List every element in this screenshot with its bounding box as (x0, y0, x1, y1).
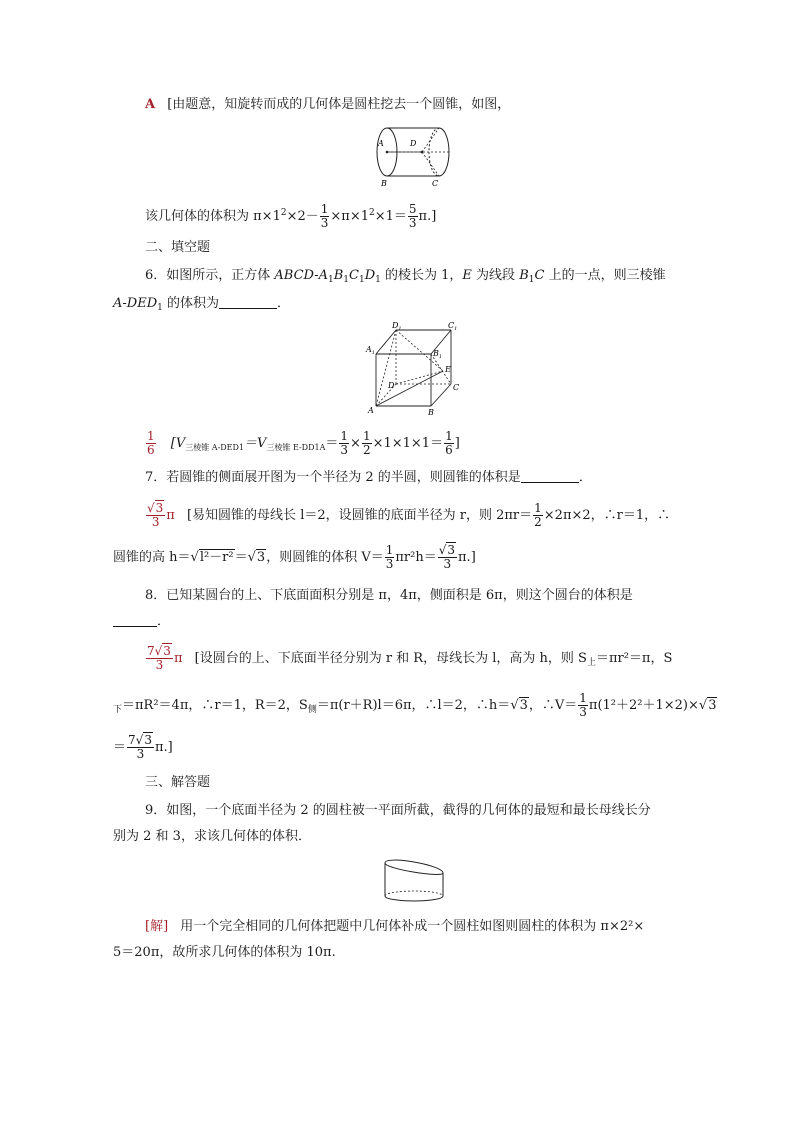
q6-sub-c1: 1 (358, 275, 365, 285)
q6-answer-line (145, 430, 460, 458)
q6-l1-mid2: 为线段 (471, 268, 520, 283)
q6-l1-mid: 的棱长为 1， (380, 268, 463, 283)
q6-l1-pre: 6．如图所示，正方体 (145, 268, 275, 283)
q8-sol2-rad: 3 (519, 698, 528, 713)
q7-fv-den: 3 (385, 557, 394, 571)
q6-fig-c: C (453, 383, 460, 392)
q7-sol1b: ×2π×2，∴r＝1，∴ (543, 508, 671, 523)
q8-fv-num: 1 (579, 691, 587, 705)
q6-sol-sub2-one: 1 (314, 443, 320, 452)
q6-e: E (462, 268, 472, 283)
q9-line-1: 9．如图，一个底面半径为 2 的圆柱被一平面所截，截得的几何体的最短和最长母线长分 (145, 803, 651, 818)
q7-sol2-rad2: 3 (256, 550, 266, 565)
q6-fc-num: 1 (445, 429, 453, 443)
q5-f2-num: 5 (408, 202, 417, 216)
q5-vol-mid2: ×π×1 (330, 209, 369, 224)
q6-fb-den: 2 (362, 443, 371, 457)
q6-l2-end: 的体积为 (162, 296, 219, 311)
q6-fig-b: B (428, 408, 434, 417)
q7-sol2-mid2: ，则圆锥的体积 V＝ (266, 550, 384, 565)
q5-vol-mid3: ×1＝ (374, 209, 407, 224)
q7-frac-v (385, 544, 395, 571)
q5-f2-den: 3 (408, 216, 417, 230)
q6-ans-den: 6 (147, 443, 155, 457)
q5-sq-2: 2 (369, 208, 375, 218)
q8-sol2-rad2: 3 (708, 698, 717, 713)
q8-period: ． (157, 614, 171, 629)
q6-fig-d: D (388, 381, 395, 390)
q8-sol2b: ＝π(r＋R)l＝6π，∴l＝2，∴h＝ (316, 698, 511, 713)
q7-sol2-rad: l²－r² (199, 550, 234, 565)
q7-fr-den: 3 (443, 557, 452, 571)
q6-frac-c (444, 430, 454, 457)
q7-sol2-pre: 圆锥的高 h＝ (113, 550, 191, 565)
q6-figure (365, 322, 465, 418)
q6-period: ． (277, 296, 291, 311)
q6-answer-blank (219, 294, 277, 309)
q5-sq-1: 2 (280, 208, 287, 218)
q6-fig-a1: $A_1$ (366, 345, 375, 356)
q8-frac-v (578, 692, 588, 719)
q8-sol1b: ＝πr²＝π，S (595, 651, 673, 666)
q8-sol1: [设圆台的上、下底面半径分别为 r 和 R，母线长为 l，高为 h，则 S (194, 651, 587, 666)
q6-ans-num: 1 (147, 429, 155, 443)
q6-sol-eq1: ＝V (244, 436, 267, 451)
q7-f-den: 2 (534, 515, 542, 529)
q6-answer (146, 430, 156, 457)
q6-sol-mid: ×1×1×1＝ (372, 436, 444, 451)
q5-vol-end: π.] (418, 209, 437, 224)
q8-sub-bot: 下 (113, 705, 123, 715)
q8-sol3-end: π.] (154, 740, 173, 755)
q7-sol2-mid: ＝ (234, 550, 248, 565)
q7-answer-blank (521, 468, 579, 483)
q6-fig-e: E (445, 365, 451, 374)
q7-frac (533, 502, 543, 529)
q5-frac-2 (408, 203, 418, 230)
q8-frac-r: $\frac{7√3}{3}$ (128, 733, 152, 761)
q5-fig-label-d: D (410, 139, 417, 148)
q6-frac-a (339, 430, 349, 457)
q7-fv-num: 1 (385, 543, 394, 557)
q6-fig-c1: $C_1$ (448, 322, 458, 332)
q6-sol-open: [V (170, 436, 186, 451)
q6-line-1 (145, 266, 666, 290)
q5-fig-label-c: C (432, 179, 439, 186)
q7-sol2-end: π.] (458, 550, 476, 565)
q5-answer-letter: A (145, 97, 156, 112)
q6-l1-end: 上的一点，则三棱锥 (544, 268, 666, 283)
q6-sub-seg: 1 (528, 275, 535, 285)
q7-f-num: 1 (534, 501, 542, 515)
q8-sol2d: π(1²＋2²＋1×2)× (588, 698, 699, 713)
q7-answer: $\frac{√3}{3}$ (147, 501, 164, 529)
q6-frac-b (362, 430, 372, 457)
q8-sol-line-3 (113, 732, 173, 764)
q7-fr-rad: 3 (447, 543, 456, 557)
q9-sol1: 用一个完全相同的几何体把题中几何体补成一个圆柱如图则圆柱的体积为 π×2²× (180, 919, 645, 934)
q8-fv-den: 3 (579, 705, 587, 719)
q8-ans-den: 3 (155, 658, 164, 672)
q5-answer-text: [由题意，知旋转而成的几何体是圆柱挖去一个圆锥，如图， (167, 97, 511, 112)
q8-ans-pi: π (173, 651, 183, 666)
q7-sol-line-2: 圆锥的高 h＝√l²－r²＝√3，则圆锥的体积 V＝ $\frac{1}{3}$ πr²h＝ $\frac{√3}{3}$ π.] (113, 543, 476, 571)
q5-frac-1 (320, 203, 330, 230)
q6-fig-b1: $B_1$ (433, 349, 443, 360)
q5-figure (368, 124, 460, 186)
q7-frac-r: $\frac{√3}{3}$ (438, 543, 456, 571)
q5-f1-num: 1 (320, 202, 329, 216)
q6-sub-d1: 1 (375, 275, 381, 285)
q6-sol-close: ] (454, 436, 460, 451)
q9-sol-line-2: 5＝20π，故所求几何体的体积为 10π. (113, 945, 336, 960)
q9-sol-line-1 (145, 917, 644, 937)
q6-sol-sub2b: A (319, 443, 326, 452)
q6-c1: C (349, 268, 359, 283)
q6-seg-c: C (534, 268, 545, 283)
q8-sub-top: 上 (586, 658, 596, 668)
q6-cube-name: ABCD-A (274, 268, 328, 283)
q6-sol-sub1-one: 1 (238, 443, 245, 452)
q6-sub-b1: 1 (343, 275, 350, 285)
q7-sol2-mid3: πr²h＝ (395, 550, 437, 565)
q6-fa-den: 3 (340, 443, 349, 457)
q7-ans-rad: 3 (155, 501, 164, 515)
q7-sol-line-1 (145, 500, 670, 532)
q8-sol2c: ，∴V＝ (528, 698, 578, 713)
q6-fc-den: 6 (445, 443, 453, 457)
q7-sol1: [易知圆锥的母线长 l＝2，设圆锥的底面半径为 r，则 2πr＝ (186, 508, 533, 523)
q9-sol-tag: [解] (145, 919, 169, 934)
section-3-title: 三、解答题 (145, 775, 211, 790)
q6-l2-pre: A-DED (113, 296, 158, 311)
q7-ans-pi: π (166, 508, 175, 523)
q8-ans-coef: 7 (147, 644, 155, 658)
q6-fb-num: 1 (362, 429, 371, 443)
q5-fig-label-a: A (378, 139, 384, 148)
q8-answer: $\frac{7√3}{3}$ (147, 644, 171, 672)
q7-period: ． (578, 470, 592, 485)
q8-sol-line-2: $_下$＝πR²＝4π，∴r＝1，R＝2，$S_侧=\pi(r+R)l=6\pi$，∴l＝2，∴h＝√3，∴V＝ $\frac{1}{3}$ π(1²＋2²＋1×2)×√3 (113, 691, 717, 719)
q6-fig-d1: $D_1$ (392, 322, 402, 332)
q6-sol-sub1: 三棱锥 A-DED (185, 443, 239, 452)
q5-vol-mid1: ×2－ (286, 209, 319, 224)
q8-fr-rad: 3 (144, 733, 152, 747)
section-2-title: 二、填空题 (145, 240, 211, 255)
q8-line-1: 8．已知某圆台的上、下底面面积分别是 π，4π，侧面积是 6π，则这个圆台的体积是 (145, 588, 633, 603)
q6-sub-d1b: 1 (157, 303, 163, 313)
q5-vol-pre: 该几何体的体积为 π×1 (145, 209, 281, 224)
q8-sol-line-1 (145, 642, 672, 676)
q7-line-1 (145, 468, 592, 488)
q8-line-2 (113, 612, 170, 632)
q5-answer-line (145, 95, 510, 115)
q6-sub-a1: 1 (327, 275, 334, 285)
q8-sol3-pre: ＝ (113, 740, 127, 755)
q7-ans-den: 3 (151, 515, 160, 529)
q6-fa-num: 1 (340, 429, 349, 443)
q5-f1-den: 3 (320, 216, 329, 230)
q8-sol2: ＝πR²＝4π，∴r＝1，R＝2，S (122, 698, 308, 713)
q9-line-2: 别为 2 和 3，求该几何体的体积． (113, 829, 311, 844)
q8-ans-rad: 3 (163, 644, 171, 658)
q8-sub-side: 侧 (307, 705, 317, 715)
q6-fig-a: A (368, 406, 374, 415)
q6-times: × (350, 436, 361, 451)
q9-figure (382, 854, 446, 904)
q6-b1: B (333, 268, 344, 283)
q6-sol-eq2: ＝ (325, 436, 339, 451)
q6-line-2 (113, 294, 290, 318)
q8-fr-den: 3 (136, 747, 145, 761)
q8-answer-blank (113, 612, 157, 627)
q6-d1: D (364, 268, 376, 283)
q5-volume-line (145, 203, 436, 230)
q7-l1: 7．若圆锥的侧面展开图为一个半径为 2 的半圆，则圆锥的体积是 (145, 470, 521, 485)
q6-sol-sub2: 三棱锥 E-DD (266, 443, 315, 452)
q5-fig-label-b: B (381, 179, 387, 186)
q8-fr-coef: 7 (128, 733, 136, 747)
q6-seg-b: B (519, 268, 529, 283)
